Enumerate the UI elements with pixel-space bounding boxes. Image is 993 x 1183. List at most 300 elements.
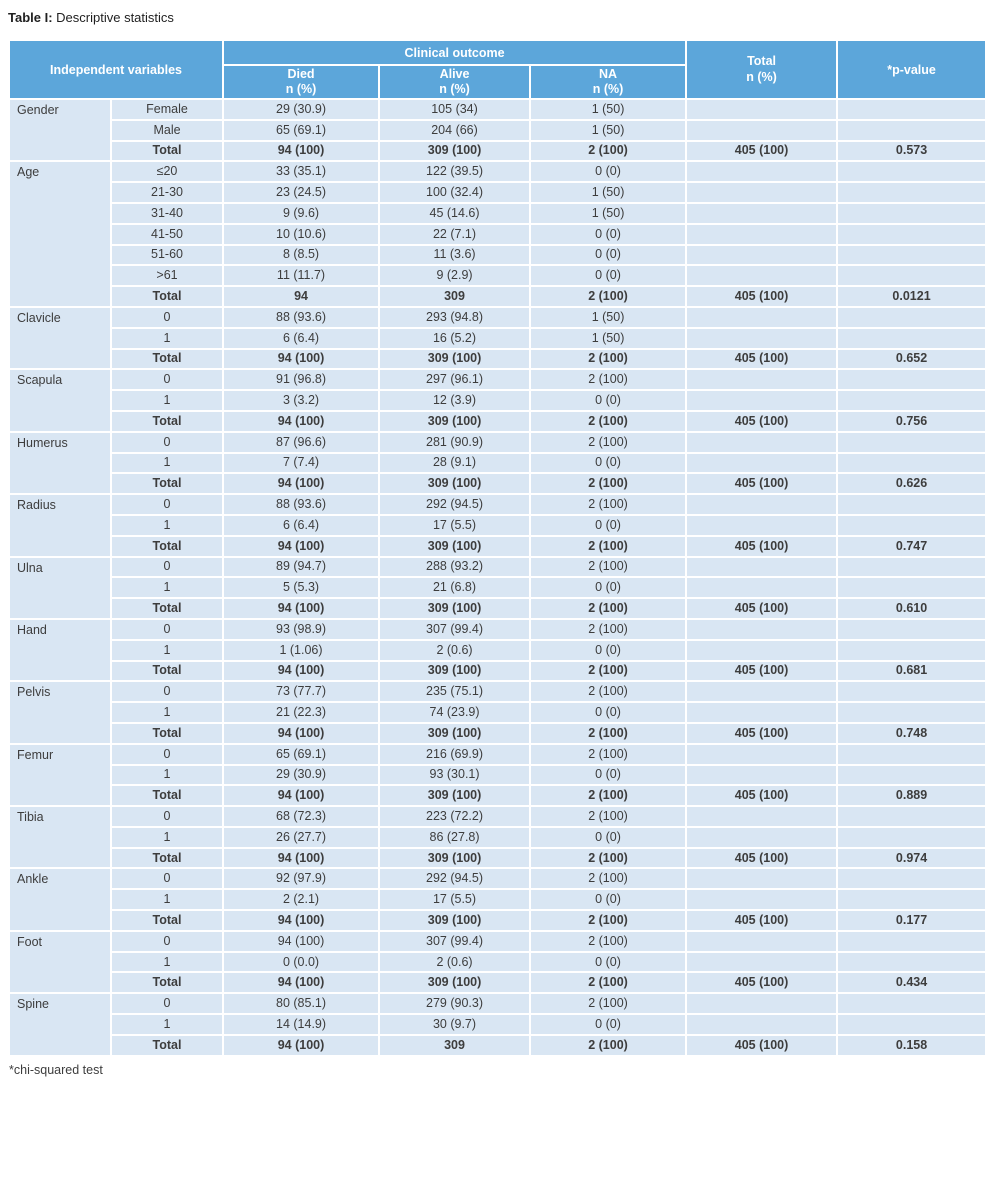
value-cell: 297 (96.1) — [379, 369, 530, 390]
value-cell — [686, 702, 837, 723]
value-cell: 14 (14.9) — [223, 1014, 379, 1035]
value-cell: 309 (100) — [379, 910, 530, 931]
value-cell: 204 (66) — [379, 120, 530, 141]
value-cell: 0 (0) — [530, 224, 686, 245]
value-cell: 309 (100) — [379, 723, 530, 744]
category-cell: Ankle — [9, 868, 111, 930]
value-cell: 309 — [379, 286, 530, 307]
level-cell: Total — [111, 141, 223, 162]
level-cell: 1 — [111, 952, 223, 973]
value-cell — [837, 390, 986, 411]
table-row — [9, 785, 986, 806]
value-cell — [837, 161, 986, 182]
value-cell — [686, 868, 837, 889]
value-cell: 6 (6.4) — [223, 328, 379, 349]
level-cell: 0 — [111, 307, 223, 328]
value-cell — [686, 494, 837, 515]
value-cell: 12 (3.9) — [379, 390, 530, 411]
value-cell: 21 (22.3) — [223, 702, 379, 723]
table-row — [9, 993, 986, 1014]
table-row — [9, 390, 986, 411]
value-cell — [837, 702, 986, 723]
value-cell: 2 (100) — [530, 806, 686, 827]
value-cell: 0.610 — [837, 598, 986, 619]
value-cell: 2 (100) — [530, 723, 686, 744]
value-cell: 2 (100) — [530, 868, 686, 889]
value-cell — [837, 619, 986, 640]
value-cell: 94 — [223, 286, 379, 307]
value-cell: 405 (100) — [686, 286, 837, 307]
level-cell: 1 — [111, 577, 223, 598]
value-cell — [686, 827, 837, 848]
value-cell — [686, 619, 837, 640]
value-cell — [686, 889, 837, 910]
category-cell: Femur — [9, 744, 111, 806]
value-cell — [837, 952, 986, 973]
value-cell — [837, 931, 986, 952]
level-cell: Total — [111, 411, 223, 432]
value-cell: 8 (8.5) — [223, 245, 379, 266]
value-cell: 2 (100) — [530, 286, 686, 307]
value-cell: 2 (100) — [530, 411, 686, 432]
table-row — [9, 952, 986, 973]
value-cell: 0.652 — [837, 349, 986, 370]
value-cell: 309 (100) — [379, 349, 530, 370]
header-na-sub: n (%) — [592, 82, 624, 96]
value-cell: 279 (90.3) — [379, 993, 530, 1014]
header-clinical-outcome: Clinical outcome — [223, 40, 686, 65]
value-cell: 9 (2.9) — [379, 265, 530, 286]
value-cell: 1 (50) — [530, 99, 686, 120]
value-cell: 1 (50) — [530, 307, 686, 328]
value-cell — [837, 577, 986, 598]
level-cell: 0 — [111, 993, 223, 1014]
table-row — [9, 182, 986, 203]
value-cell — [837, 889, 986, 910]
value-cell: 0.573 — [837, 141, 986, 162]
value-cell: 309 (100) — [379, 141, 530, 162]
value-cell: 2 (100) — [530, 785, 686, 806]
value-cell: 405 (100) — [686, 785, 837, 806]
table-row — [9, 515, 986, 536]
value-cell: 405 (100) — [686, 473, 837, 494]
value-cell: 1 (50) — [530, 328, 686, 349]
level-cell: 21-30 — [111, 182, 223, 203]
value-cell: 11 (3.6) — [379, 245, 530, 266]
category-cell: Scapula — [9, 369, 111, 431]
value-cell: 93 (30.1) — [379, 765, 530, 786]
value-cell — [837, 224, 986, 245]
value-cell — [837, 265, 986, 286]
value-cell — [837, 993, 986, 1014]
value-cell: 88 (93.6) — [223, 494, 379, 515]
value-cell: 0.747 — [837, 536, 986, 557]
value-cell: 94 (100) — [223, 473, 379, 494]
table-row — [9, 99, 986, 120]
value-cell: 0 (0) — [530, 265, 686, 286]
value-cell: 1 (50) — [530, 120, 686, 141]
value-cell: 281 (90.9) — [379, 432, 530, 453]
value-cell: 309 (100) — [379, 473, 530, 494]
value-cell — [837, 494, 986, 515]
value-cell: 2 (100) — [530, 598, 686, 619]
table-row — [9, 328, 986, 349]
category-cell: Clavicle — [9, 307, 111, 369]
value-cell: 235 (75.1) — [379, 681, 530, 702]
value-cell: 65 (69.1) — [223, 744, 379, 765]
value-cell: 91 (96.8) — [223, 369, 379, 390]
value-cell: 2 (100) — [530, 557, 686, 578]
value-cell: 94 (100) — [223, 785, 379, 806]
table-row — [9, 848, 986, 869]
value-cell: 86 (27.8) — [379, 827, 530, 848]
value-cell: 94 (100) — [223, 910, 379, 931]
header-died-sub: n (%) — [285, 82, 317, 96]
value-cell: 309 (100) — [379, 848, 530, 869]
value-cell: 6 (6.4) — [223, 515, 379, 536]
value-cell — [686, 681, 837, 702]
value-cell: 405 (100) — [686, 536, 837, 557]
category-cell: Gender — [9, 99, 111, 161]
header-alive-sub: n (%) — [439, 82, 470, 96]
value-cell: 309 — [379, 1035, 530, 1056]
table-row — [9, 640, 986, 661]
value-cell: 293 (94.8) — [379, 307, 530, 328]
value-cell: 33 (35.1) — [223, 161, 379, 182]
value-cell: 405 (100) — [686, 910, 837, 931]
table-row — [9, 141, 986, 162]
table-row — [9, 619, 986, 640]
value-cell — [686, 265, 837, 286]
value-cell: 94 (100) — [223, 536, 379, 557]
value-cell: 2 (0.6) — [379, 640, 530, 661]
header-total — [686, 40, 837, 99]
level-cell: 0 — [111, 432, 223, 453]
level-cell: 51-60 — [111, 245, 223, 266]
value-cell — [686, 432, 837, 453]
table-title-caption: Descriptive statistics — [52, 10, 174, 25]
value-cell: 292 (94.5) — [379, 494, 530, 515]
value-cell — [686, 806, 837, 827]
value-cell: 2 (100) — [530, 141, 686, 162]
level-cell: 0 — [111, 931, 223, 952]
value-cell: 2 (100) — [530, 494, 686, 515]
value-cell: 0 (0) — [530, 390, 686, 411]
descriptive-statistics-table — [8, 39, 987, 1057]
value-cell: 105 (34) — [379, 99, 530, 120]
level-cell: 1 — [111, 390, 223, 411]
table-row — [9, 557, 986, 578]
level-cell: Total — [111, 286, 223, 307]
value-cell — [837, 765, 986, 786]
level-cell: 0 — [111, 806, 223, 827]
value-cell: 94 (100) — [223, 141, 379, 162]
value-cell — [837, 369, 986, 390]
table-row — [9, 494, 986, 515]
table-row — [9, 661, 986, 682]
level-cell: 1 — [111, 889, 223, 910]
value-cell — [686, 557, 837, 578]
table-row — [9, 806, 986, 827]
value-cell: 100 (32.4) — [379, 182, 530, 203]
value-cell: 30 (9.7) — [379, 1014, 530, 1035]
value-cell: 405 (100) — [686, 411, 837, 432]
value-cell: 0.158 — [837, 1035, 986, 1056]
value-cell — [837, 1014, 986, 1035]
value-cell — [686, 99, 837, 120]
table-title — [8, 10, 985, 26]
value-cell — [837, 744, 986, 765]
value-cell: 0 (0) — [530, 765, 686, 786]
value-cell: 2 (100) — [530, 910, 686, 931]
value-cell — [686, 577, 837, 598]
value-cell — [686, 369, 837, 390]
value-cell: 22 (7.1) — [379, 224, 530, 245]
value-cell: 0 (0) — [530, 1014, 686, 1035]
value-cell: 21 (6.8) — [379, 577, 530, 598]
header-died — [223, 65, 379, 99]
value-cell: 0 (0) — [530, 702, 686, 723]
table-row — [9, 827, 986, 848]
value-cell — [837, 245, 986, 266]
value-cell: 405 (100) — [686, 661, 837, 682]
category-cell: Ulna — [9, 557, 111, 619]
table-row — [9, 473, 986, 494]
value-cell: 94 (100) — [223, 972, 379, 993]
table-row — [9, 972, 986, 993]
header-na — [530, 65, 686, 99]
value-cell — [837, 557, 986, 578]
table-row — [9, 432, 986, 453]
table-header — [9, 40, 986, 99]
value-cell: 2 (0.6) — [379, 952, 530, 973]
table-row — [9, 868, 986, 889]
value-cell — [686, 161, 837, 182]
value-cell: 45 (14.6) — [379, 203, 530, 224]
value-cell — [686, 203, 837, 224]
value-cell: 0 (0) — [530, 515, 686, 536]
level-cell: Total — [111, 473, 223, 494]
value-cell: 2 (100) — [530, 1035, 686, 1056]
value-cell: 94 (100) — [223, 411, 379, 432]
level-cell: 1 — [111, 640, 223, 661]
value-cell: 94 (100) — [223, 349, 379, 370]
category-cell: Spine — [9, 993, 111, 1055]
value-cell: 0.681 — [837, 661, 986, 682]
level-cell: Total — [111, 661, 223, 682]
value-cell — [686, 515, 837, 536]
value-cell: 0 (0) — [530, 161, 686, 182]
table-row — [9, 702, 986, 723]
value-cell: 2 (100) — [530, 619, 686, 640]
value-cell: 94 (100) — [223, 848, 379, 869]
value-cell: 405 (100) — [686, 723, 837, 744]
value-cell — [686, 328, 837, 349]
value-cell: 309 (100) — [379, 411, 530, 432]
value-cell: 405 (100) — [686, 848, 837, 869]
level-cell: 1 — [111, 1014, 223, 1035]
level-cell: 0 — [111, 619, 223, 640]
header-total-sub: n (%) — [746, 69, 777, 84]
value-cell: 405 (100) — [686, 349, 837, 370]
table-row — [9, 245, 986, 266]
table-row — [9, 1014, 986, 1035]
header-alive — [379, 65, 530, 99]
value-cell: 2 (2.1) — [223, 889, 379, 910]
level-cell: Female — [111, 99, 223, 120]
level-cell: 0 — [111, 494, 223, 515]
value-cell — [686, 182, 837, 203]
value-cell: 0 (0) — [530, 640, 686, 661]
value-cell — [837, 328, 986, 349]
level-cell: Total — [111, 972, 223, 993]
value-cell: 89 (94.7) — [223, 557, 379, 578]
value-cell: 23 (24.5) — [223, 182, 379, 203]
value-cell — [686, 931, 837, 952]
value-cell: 309 (100) — [379, 661, 530, 682]
value-cell — [686, 307, 837, 328]
value-cell: 17 (5.5) — [379, 515, 530, 536]
table-row — [9, 120, 986, 141]
level-cell: Total — [111, 848, 223, 869]
value-cell: 292 (94.5) — [379, 868, 530, 889]
value-cell: 26 (27.7) — [223, 827, 379, 848]
value-cell: 2 (100) — [530, 931, 686, 952]
level-cell: Total — [111, 536, 223, 557]
value-cell: 0.748 — [837, 723, 986, 744]
value-cell: 87 (96.6) — [223, 432, 379, 453]
value-cell — [837, 120, 986, 141]
table-row — [9, 744, 986, 765]
category-cell: Pelvis — [9, 681, 111, 743]
table-row — [9, 286, 986, 307]
table-row — [9, 910, 986, 931]
value-cell: 2 (100) — [530, 972, 686, 993]
table-title-label: Table I: — [8, 10, 53, 25]
value-cell: 309 (100) — [379, 785, 530, 806]
header-independent-variables: Independent variables — [9, 40, 223, 99]
footnote: *chi-squared test — [9, 1062, 103, 1077]
header-na-label: NA — [599, 66, 618, 81]
value-cell: 0 (0) — [530, 889, 686, 910]
value-cell: 94 (100) — [223, 661, 379, 682]
value-cell: 307 (99.4) — [379, 931, 530, 952]
value-cell: 7 (7.4) — [223, 453, 379, 474]
table-body — [9, 99, 986, 1056]
value-cell — [837, 868, 986, 889]
value-cell: 29 (30.9) — [223, 99, 379, 120]
value-cell: 28 (9.1) — [379, 453, 530, 474]
value-cell — [837, 681, 986, 702]
value-cell: 216 (69.9) — [379, 744, 530, 765]
table-row — [9, 349, 986, 370]
value-cell — [837, 640, 986, 661]
value-cell: 1 (1.06) — [223, 640, 379, 661]
value-cell — [837, 806, 986, 827]
level-cell: 1 — [111, 702, 223, 723]
level-cell: 0 — [111, 868, 223, 889]
value-cell — [837, 99, 986, 120]
value-cell: 0 (0) — [530, 453, 686, 474]
value-cell: 0.177 — [837, 910, 986, 931]
value-cell — [837, 827, 986, 848]
value-cell: 0.0121 — [837, 286, 986, 307]
value-cell — [686, 453, 837, 474]
value-cell: 65 (69.1) — [223, 120, 379, 141]
value-cell — [837, 182, 986, 203]
value-cell: 309 (100) — [379, 972, 530, 993]
category-cell: Foot — [9, 931, 111, 993]
table-row — [9, 598, 986, 619]
level-cell: 31-40 — [111, 203, 223, 224]
level-cell: ≤20 — [111, 161, 223, 182]
value-cell: 29 (30.9) — [223, 765, 379, 786]
value-cell: 0.974 — [837, 848, 986, 869]
value-cell: 405 (100) — [686, 972, 837, 993]
table-row — [9, 203, 986, 224]
value-cell: 94 (100) — [223, 598, 379, 619]
level-cell: Male — [111, 120, 223, 141]
category-cell: Hand — [9, 619, 111, 681]
value-cell — [686, 245, 837, 266]
value-cell: 2 (100) — [530, 661, 686, 682]
level-cell: Total — [111, 598, 223, 619]
value-cell: 68 (72.3) — [223, 806, 379, 827]
level-cell: Total — [111, 1035, 223, 1056]
table-row — [9, 536, 986, 557]
table-row — [9, 889, 986, 910]
header-p-value: *p-value — [837, 40, 986, 99]
value-cell: 2 (100) — [530, 369, 686, 390]
value-cell — [837, 307, 986, 328]
level-cell: 0 — [111, 369, 223, 390]
value-cell: 88 (93.6) — [223, 307, 379, 328]
level-cell: 41-50 — [111, 224, 223, 245]
value-cell: 0.626 — [837, 473, 986, 494]
header-died-label: Died — [287, 66, 315, 81]
level-cell: Total — [111, 723, 223, 744]
level-cell: Total — [111, 785, 223, 806]
value-cell: 0.756 — [837, 411, 986, 432]
value-cell: 2 (100) — [530, 681, 686, 702]
value-cell: 2 (100) — [530, 744, 686, 765]
level-cell: 1 — [111, 765, 223, 786]
level-cell: >61 — [111, 265, 223, 286]
table-row — [9, 931, 986, 952]
value-cell — [686, 120, 837, 141]
value-cell: 3 (3.2) — [223, 390, 379, 411]
value-cell — [837, 515, 986, 536]
category-cell: Humerus — [9, 432, 111, 494]
table-row — [9, 723, 986, 744]
value-cell: 2 (100) — [530, 848, 686, 869]
value-cell: 1 (50) — [530, 203, 686, 224]
value-cell: 2 (100) — [530, 349, 686, 370]
value-cell: 309 (100) — [379, 536, 530, 557]
value-cell: 223 (72.2) — [379, 806, 530, 827]
table-row — [9, 765, 986, 786]
value-cell: 0 (0) — [530, 245, 686, 266]
category-cell: Tibia — [9, 806, 111, 868]
level-cell: Total — [111, 910, 223, 931]
value-cell: 93 (98.9) — [223, 619, 379, 640]
value-cell — [686, 744, 837, 765]
table-row — [9, 161, 986, 182]
level-cell: 1 — [111, 515, 223, 536]
value-cell — [686, 765, 837, 786]
value-cell: 309 (100) — [379, 598, 530, 619]
header-total-label: Total — [747, 54, 777, 68]
